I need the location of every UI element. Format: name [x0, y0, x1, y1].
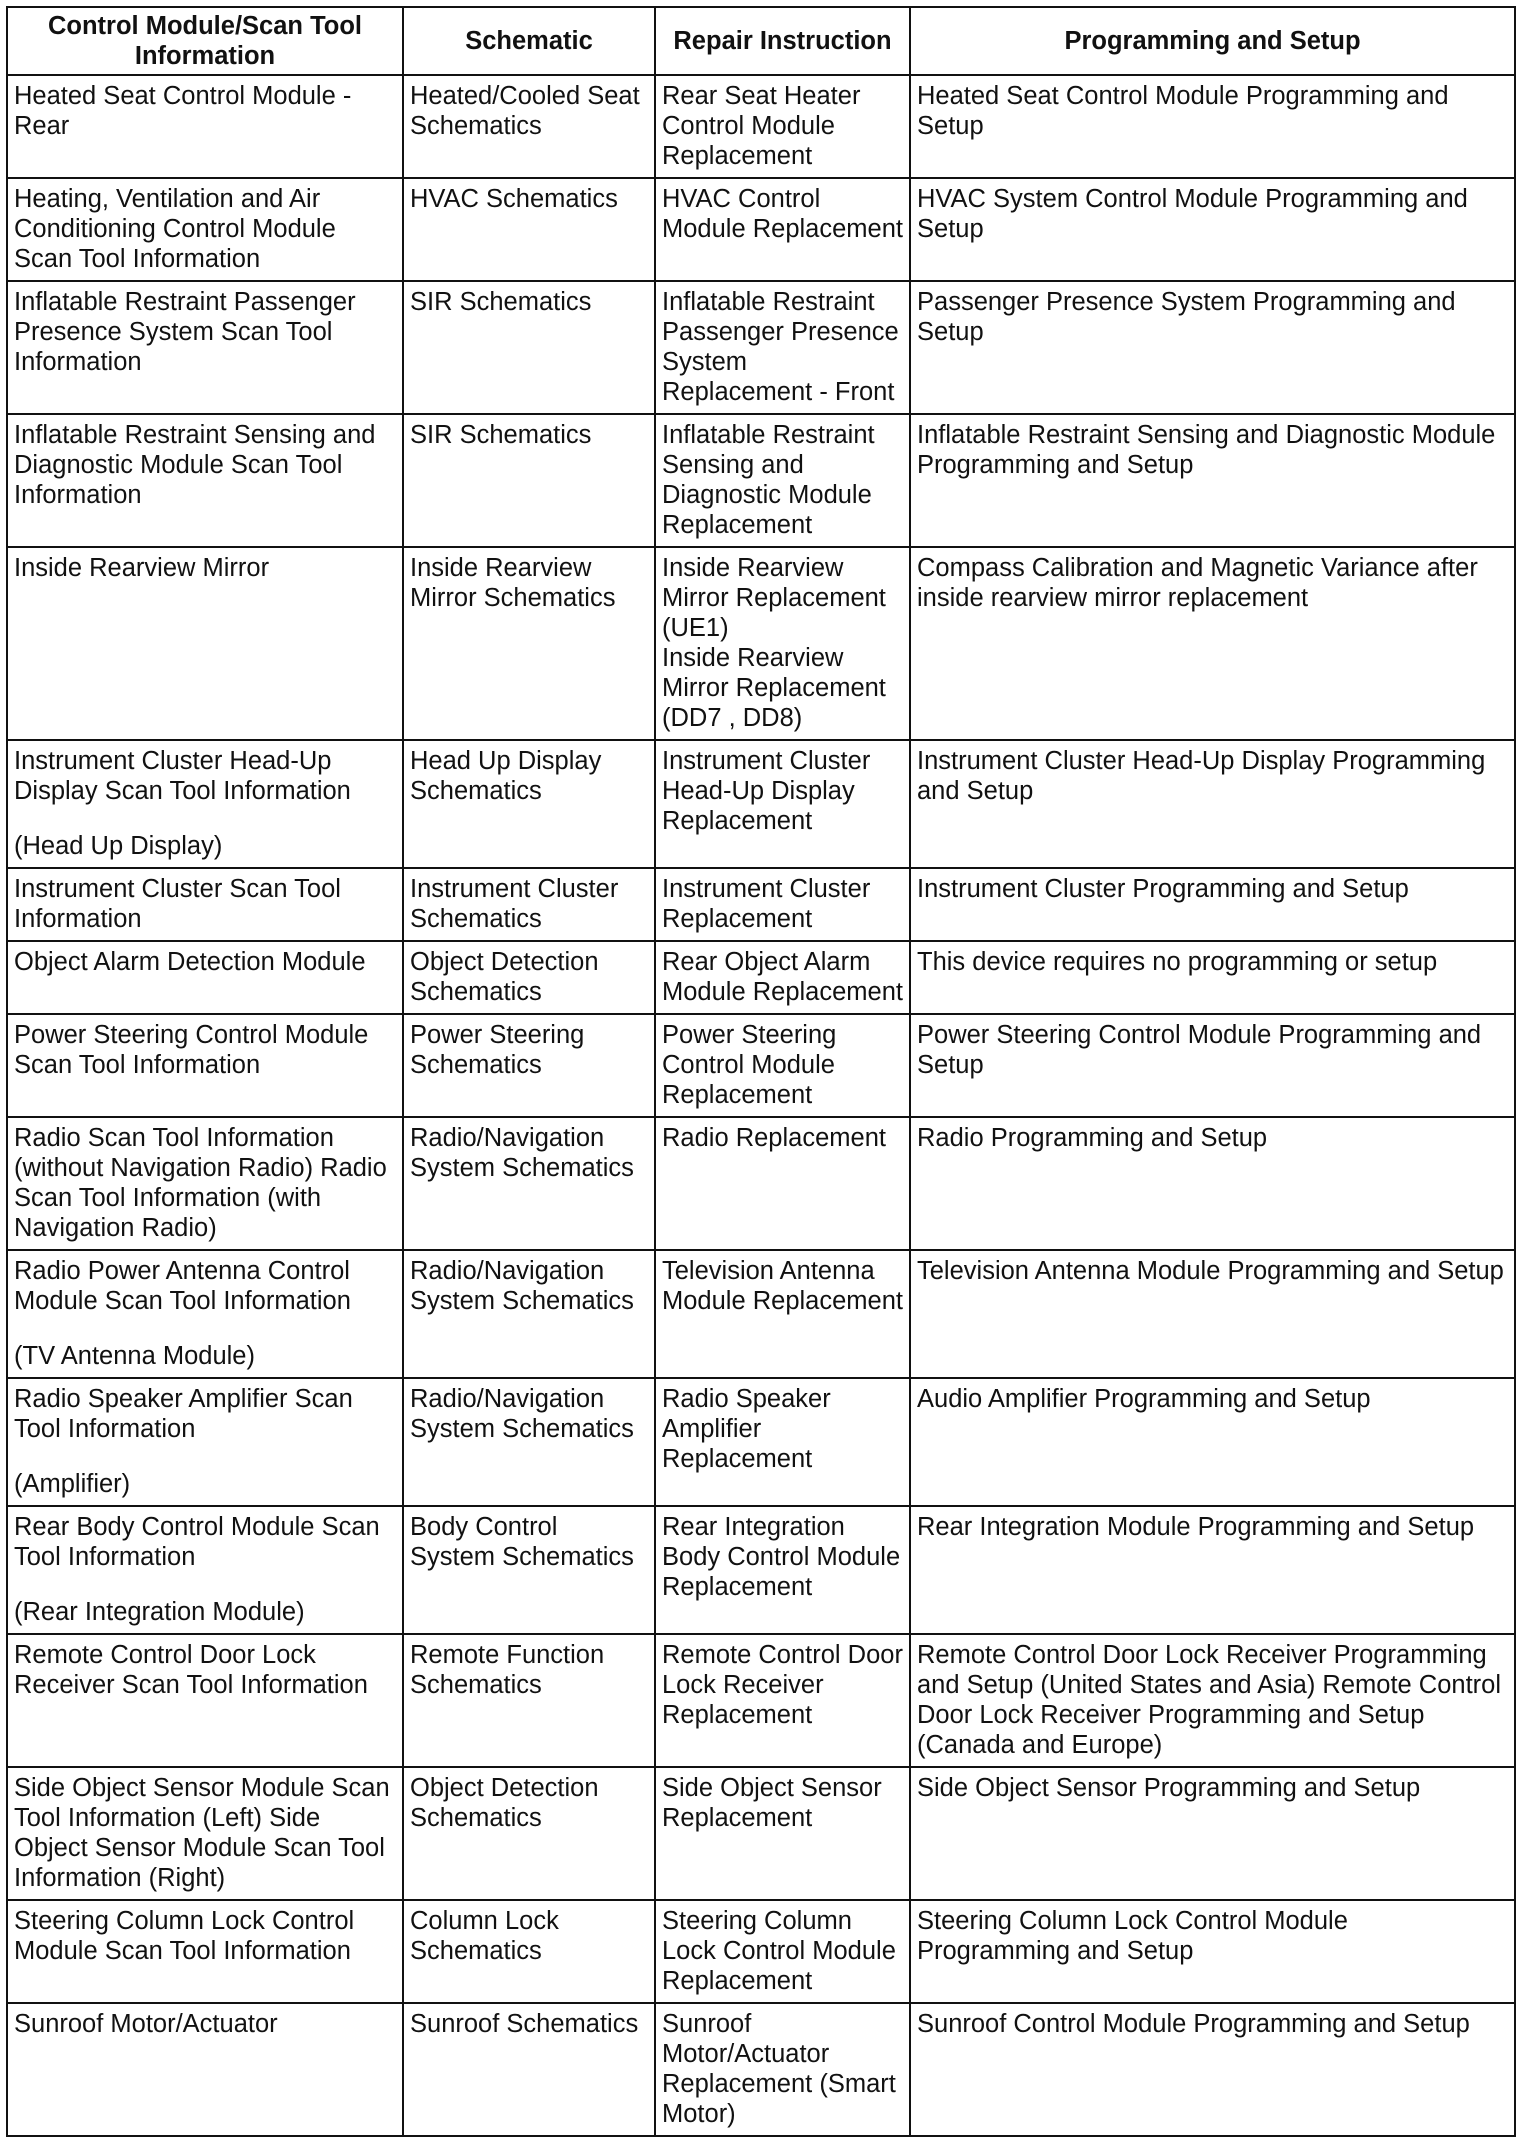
cell-schematic: Instrument Cluster Schematics — [403, 868, 655, 941]
table-body — [7, 75, 1515, 2136]
column-header-repair-instruction: Repair Instruction — [655, 7, 910, 75]
cell-programming-setup: Steering Column Lock Control Module Programming and Setup — [910, 1900, 1515, 2003]
cell-schematic: Sunroof Schematics — [403, 2003, 655, 2136]
repair-instruction-text: Power Steering Control Module Replacement — [662, 1021, 837, 1109]
header-row — [7, 7, 1515, 75]
module-name: Side Object Sensor Module Scan Tool Information (Left) Side Object Sensor Module Scan Tool Information (Right) — [14, 1774, 390, 1892]
cell-schematic: Radio/Navigation System Schematics — [403, 1250, 655, 1378]
cell-control-module — [7, 2003, 403, 2136]
table-row — [7, 941, 1515, 1014]
module-name: Rear Body Control Module Scan Tool Information — [14, 1513, 380, 1571]
repair-instruction-text: Steering Column Lock Control Module Replacement — [662, 1907, 896, 1995]
module-name: Steering Column Lock Control Module Scan Tool Information — [14, 1907, 355, 1965]
cell-programming-setup: HVAC System Control Module Programming and Setup — [910, 178, 1515, 281]
cell-programming-setup: Rear Integration Module Programming and Setup — [910, 1506, 1515, 1634]
repair-instruction-text: Rear Seat Heater Control Module Replacement — [662, 82, 861, 170]
module-name: Instrument Cluster Head-Up Display Scan Tool Information — [14, 747, 351, 805]
cell-programming-setup: Compass Calibration and Magnetic Variance after inside rearview mirror replacement — [910, 547, 1515, 740]
cell-programming-setup: Instrument Cluster Programming and Setup — [910, 868, 1515, 941]
cell-repair-instruction — [655, 1900, 910, 2003]
table-row — [7, 1900, 1515, 2003]
module-name: Sunroof Motor/Actuator — [14, 2010, 278, 2038]
repair-instruction-text: Radio Replacement — [662, 1124, 886, 1152]
module-note: (Amplifier) — [14, 1470, 131, 1498]
cell-programming-setup: Sunroof Control Module Programming and Setup — [910, 2003, 1515, 2136]
repair-instruction-text: Inflatable Restraint Passenger Presence System Replacement - Front — [662, 288, 899, 406]
cell-control-module — [7, 1634, 403, 1767]
cell-programming-setup: Television Antenna Module Programming and Setup — [910, 1250, 1515, 1378]
cell-control-module — [7, 178, 403, 281]
cell-control-module — [7, 1117, 403, 1250]
cell-repair-instruction — [655, 740, 910, 868]
repair-instruction-text: HVAC Control Module Replacement — [662, 185, 903, 243]
module-name: Remote Control Door Lock Receiver Scan Tool Information — [14, 1641, 368, 1699]
cell-control-module — [7, 868, 403, 941]
cell-schematic: Power Steering Schematics — [403, 1014, 655, 1117]
cell-schematic: Heated/Cooled Seat Schematics — [403, 75, 655, 178]
repair-instruction-text: Instrument Cluster Head-Up Display Replacement — [662, 747, 871, 835]
cell-repair-instruction — [655, 1250, 910, 1378]
repair-instruction-text: Side Object Sensor Replacement — [662, 1774, 882, 1832]
table-row — [7, 868, 1515, 941]
module-note: (TV Antenna Module) — [14, 1342, 255, 1370]
cell-programming-setup: Side Object Sensor Programming and Setup — [910, 1767, 1515, 1900]
cell-programming-setup: Passenger Presence System Programming and Setup — [910, 281, 1515, 414]
table-row — [7, 414, 1515, 547]
cell-control-module — [7, 75, 403, 178]
module-name: Inflatable Restraint Sensing and Diagnostic Module Scan Tool Information — [14, 421, 376, 509]
cell-repair-instruction — [655, 1634, 910, 1767]
cell-control-module — [7, 1378, 403, 1506]
cell-programming-setup: Power Steering Control Module Programming and Setup — [910, 1014, 1515, 1117]
cell-schematic: Inside Rearview Mirror Schematics — [403, 547, 655, 740]
repair-instruction-text: Remote Control Door Lock Receiver Replacement — [662, 1641, 903, 1729]
cell-repair-instruction — [655, 941, 910, 1014]
cell-control-module — [7, 547, 403, 740]
cell-programming-setup: Audio Amplifier Programming and Setup — [910, 1378, 1515, 1506]
cell-programming-setup: Inflatable Restraint Sensing and Diagnostic Module Programming and Setup — [910, 414, 1515, 547]
table-row — [7, 2003, 1515, 2136]
cell-repair-instruction — [655, 414, 910, 547]
cell-schematic: Column Lock Schematics — [403, 1900, 655, 2003]
repair-instruction-text: Inflatable Restraint Sensing and Diagnostic Module Replacement — [662, 421, 875, 539]
repair-instruction-text: Instrument Cluster Replacement — [662, 875, 871, 933]
cell-schematic: Radio/Navigation System Schematics — [403, 1378, 655, 1506]
repair-instruction-text: Radio Speaker Amplifier Replacement — [662, 1385, 831, 1473]
table-row — [7, 740, 1515, 868]
cell-repair-instruction — [655, 1014, 910, 1117]
table-row — [7, 1117, 1515, 1250]
cell-control-module — [7, 281, 403, 414]
table-row — [7, 75, 1515, 178]
cell-schematic: Object Detection Schematics — [403, 941, 655, 1014]
cell-repair-instruction — [655, 1506, 910, 1634]
cell-repair-instruction — [655, 868, 910, 941]
table-row — [7, 1014, 1515, 1117]
table-row — [7, 1767, 1515, 1900]
table-row — [7, 1250, 1515, 1378]
cell-schematic: Head Up Display Schematics — [403, 740, 655, 868]
cell-control-module — [7, 1900, 403, 2003]
module-name: Radio Power Antenna Control Module Scan Tool Information — [14, 1257, 351, 1315]
column-header-schematic: Schematic — [403, 7, 655, 75]
table-row — [7, 547, 1515, 740]
module-name: Radio Speaker Amplifier Scan Tool Information — [14, 1385, 353, 1443]
module-reference-table — [6, 6, 1516, 2137]
cell-control-module — [7, 1250, 403, 1378]
cell-programming-setup: This device requires no programming or setup — [910, 941, 1515, 1014]
cell-repair-instruction — [655, 1117, 910, 1250]
module-name: Inflatable Restraint Passenger Presence System Scan Tool Information — [14, 288, 356, 376]
cell-control-module — [7, 1767, 403, 1900]
repair-instruction-text: Sunroof Motor/Actuator Replacement (Smart Motor) — [662, 2010, 896, 2128]
cell-programming-setup: Instrument Cluster Head-Up Display Programming and Setup — [910, 740, 1515, 868]
repair-instruction-text: Rear Integration Body Control Module Replacement — [662, 1513, 901, 1601]
module-name: Inside Rearview Mirror — [14, 554, 270, 582]
module-name: Heating, Ventilation and Air Conditioning Control Module Scan Tool Information — [14, 185, 336, 273]
table-row — [7, 178, 1515, 281]
cell-control-module — [7, 1506, 403, 1634]
cell-repair-instruction — [655, 1767, 910, 1900]
cell-schematic: Remote Function Schematics — [403, 1634, 655, 1767]
cell-schematic: Radio/Navigation System Schematics — [403, 1117, 655, 1250]
cell-control-module — [7, 1014, 403, 1117]
module-name: Heated Seat Control Module - Rear — [14, 82, 352, 140]
cell-repair-instruction — [655, 281, 910, 414]
column-header-control-module: Control Module/Scan Tool Information — [7, 7, 403, 75]
cell-control-module — [7, 414, 403, 547]
cell-schematic: Body Control System Schematics — [403, 1506, 655, 1634]
cell-schematic: Object Detection Schematics — [403, 1767, 655, 1900]
module-note: (Rear Integration Module) — [14, 1598, 305, 1626]
cell-control-module — [7, 740, 403, 868]
repair-instruction-text: Rear Object Alarm Module Replacement — [662, 948, 903, 1006]
module-note: (Head Up Display) — [14, 832, 223, 860]
table-row — [7, 1378, 1515, 1506]
cell-repair-instruction — [655, 75, 910, 178]
cell-repair-instruction — [655, 1378, 910, 1506]
module-name: Power Steering Control Module Scan Tool Information — [14, 1021, 369, 1079]
cell-programming-setup: Remote Control Door Lock Receiver Programming and Setup (United States and Asia) Remote Control Door Lock Receiver Programming and Setup (Canada and Europe) — [910, 1634, 1515, 1767]
module-name: Radio Scan Tool Information (without Navigation Radio) Radio Scan Tool Information (with Navigation Radio) — [14, 1124, 387, 1242]
cell-programming-setup: Radio Programming and Setup — [910, 1117, 1515, 1250]
column-header-programming-setup: Programming and Setup — [910, 7, 1515, 75]
repair-instruction-text: Television Antenna Module Replacement — [662, 1257, 903, 1315]
cell-schematic: SIR Schematics — [403, 414, 655, 547]
cell-control-module — [7, 941, 403, 1014]
cell-schematic: SIR Schematics — [403, 281, 655, 414]
cell-repair-instruction — [655, 178, 910, 281]
table-row — [7, 281, 1515, 414]
table-row — [7, 1506, 1515, 1634]
cell-schematic: HVAC Schematics — [403, 178, 655, 281]
repair-instruction-text: Inside Rearview Mirror Replacement (UE1) — [662, 554, 886, 642]
cell-repair-instruction — [655, 2003, 910, 2136]
cell-programming-setup: Heated Seat Control Module Programming and Setup — [910, 75, 1515, 178]
table-row — [7, 1634, 1515, 1767]
module-name: Object Alarm Detection Module — [14, 948, 366, 976]
module-name: Instrument Cluster Scan Tool Information — [14, 875, 341, 933]
cell-repair-instruction — [655, 547, 910, 740]
repair-instruction-text: Inside Rearview Mirror Replacement (DD7 , DD8) — [662, 644, 886, 732]
